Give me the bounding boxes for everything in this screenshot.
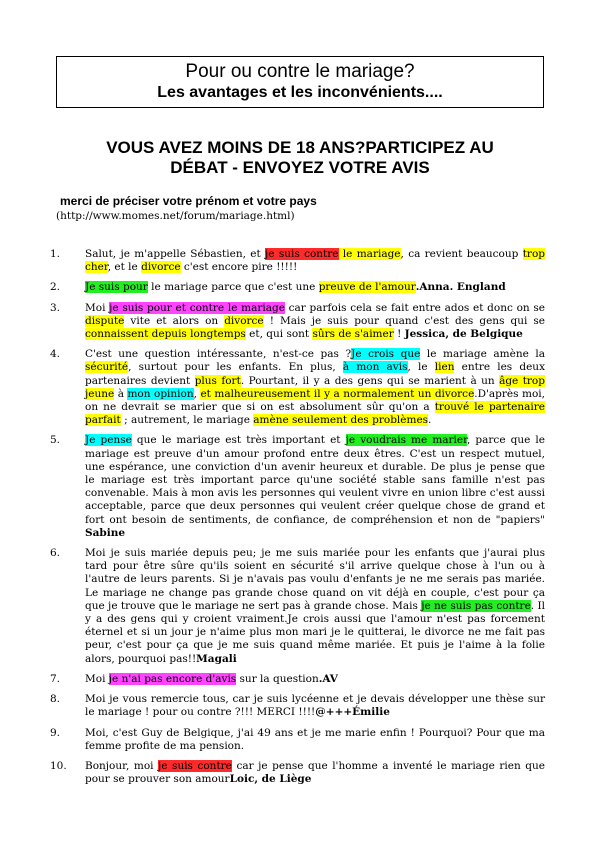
item-text	[85, 302, 545, 342]
author-signature: .Anna. England	[415, 281, 506, 294]
text-run: Salut, je m'appelle Sébastien, et	[85, 248, 266, 260]
highlight-magenta: je n'ai pas encore d'avis	[108, 672, 237, 685]
list-item	[40, 727, 545, 753]
forum-url: (http://www.momes.net/forum/mariage.html)	[56, 210, 295, 222]
title-box	[56, 56, 544, 108]
text-run: c'est encore pire !!!!!	[180, 261, 298, 274]
list-item	[40, 348, 545, 427]
author-signature: Jessica, de Belgique	[404, 328, 523, 341]
author-signature: @+++Émilie	[315, 706, 390, 719]
highlight-cyan: mon opinion	[127, 387, 194, 400]
text-run: et, qui sont	[245, 328, 313, 341]
page-subtitle: Les avantages et les inconvénients....	[157, 84, 443, 101]
text-run: , le	[407, 361, 435, 374]
item-text	[85, 281, 545, 294]
list-item	[40, 547, 545, 666]
list-item	[40, 248, 545, 274]
text-run: , parce que le mariage est preuve d'un amour profond entre deux êtres. C'est un respect mutuel, une espérance, une conviction d'un avenir heureux et durable. De plus je pense que le mariage est très important parce qu'une société stable sans famille n'est pas convenable. Mais à mon avis les personnes qui veulent vivre en union libre c'est aussi acceptable, parce que deux personnes qui veulent créer quelque chose de grand et fort ont besoin de sentiments, de confiance, de compréhension et non de "papiers"	[85, 434, 546, 526]
text-run: Bonjour, moi	[85, 759, 159, 772]
item-number: 8.	[50, 693, 61, 706]
highlight-yellow: divorce	[224, 314, 264, 327]
intro-text: merci de préciser votre prénom et votre pays	[60, 194, 317, 208]
text-run: ; autrement, le mariage	[120, 414, 254, 427]
item-text	[85, 248, 545, 274]
text-run: Moi je vous remercie tous, car je suis lycéenne et je devais développer une thèse sur le mariage ! pour ou contre ?!!! MERCI !!!!	[85, 693, 545, 719]
text-run: .D'après moi, on ne devrait se marier que si on est absolument sûr qu'on a	[85, 387, 545, 414]
text-run: . Il y a des gens qui y croient vraiment.Je crois aussi que l'amour n'est pas forcement éternel et si un jour je n'aime plus mon mari je le quitterai, le divorce ne me fait pas peur, c'est pour ça que je me suis quand même mariée. Et puis je l'aime à la folie alors, pourquoi pas!!	[85, 599, 545, 665]
headline-line-2: DÉBAT - ENVOYEZ VOTRE AVIS	[170, 158, 430, 177]
highlight-yellow: connaissent depuis longtemps	[85, 328, 246, 341]
highlight-cyan: Je pense	[85, 434, 132, 447]
highlight-yellow: divorce	[141, 261, 181, 274]
highlight-cyan: Je crois que	[351, 348, 421, 361]
highlight-yellow: sécurité	[85, 361, 129, 374]
text-run: , et le	[107, 261, 142, 274]
text-run: le mariage parce que c'est une	[147, 281, 319, 294]
item-text	[85, 727, 545, 753]
highlight-green: je ne suis pas contre	[421, 599, 531, 612]
opinion-list	[40, 248, 545, 793]
text-run: car je pense que l'homme a inventé le mariage rien que pour se prouver son amour	[85, 759, 545, 786]
highlight-yellow: dispute	[85, 314, 125, 327]
page-title: Pour ou contre le mariage?	[185, 61, 415, 82]
highlight-yellow: lien	[434, 361, 455, 374]
text-run: , ca revient beaucoup	[400, 248, 523, 260]
item-number: 2.	[50, 281, 61, 294]
item-text	[85, 547, 545, 666]
item-number: 3.	[50, 301, 61, 314]
list-item	[40, 302, 545, 342]
text-run: car parfois cela se fait entre ados et donc on se	[284, 301, 545, 314]
list-item	[40, 434, 545, 540]
highlight-green: je voudrais me marier	[345, 434, 467, 447]
highlight-yellow: trouvé le partenaire parfait	[85, 401, 545, 427]
highlight-green: Je suis pour	[85, 281, 148, 294]
list-item	[40, 673, 545, 686]
text-run: ,	[193, 387, 201, 400]
headline	[60, 138, 540, 178]
highlight-yellow: et malheureusement il y a normalement un divorce	[200, 387, 475, 400]
text-run: , surtout pour les enfants. En plus,	[128, 361, 343, 374]
item-text	[85, 693, 545, 719]
highlight-yellow: âge trop jeune	[85, 374, 545, 400]
item-number: 9.	[50, 726, 61, 739]
author-signature: Magali	[196, 652, 237, 665]
item-number: 4.	[50, 348, 61, 361]
item-text	[85, 434, 545, 540]
item-number: 1.	[50, 248, 61, 260]
highlight-magenta: je suis pour et contre le mariage	[109, 301, 285, 314]
item-number: 10.	[50, 759, 67, 772]
list-item	[40, 693, 545, 719]
text-run: Moi, c'est Guy de Belgique, j'ai 49 ans et je me marie enfin ! Pourquoi? Pour que ma femme profite de ma pension.	[85, 726, 545, 752]
highlight-yellow: amène seulement des problèmes	[253, 414, 429, 427]
text-run: Moi	[85, 301, 110, 314]
text-run: vite et alors on	[124, 314, 225, 327]
list-item	[40, 281, 545, 294]
list-item	[40, 760, 545, 786]
text-run: à	[114, 387, 128, 400]
highlight-yellow: trop cher	[85, 248, 545, 274]
item-number: 5.	[50, 434, 61, 447]
text-run: Moi	[85, 672, 109, 685]
text-run: .	[428, 414, 432, 427]
text-run: Moi je suis mariée depuis peu; je me suis mariée pour les enfants que j'aurai plus tard pour être sûre qu'ils soient en sécurité s'il arrive quelque chose à l'un ou à l'autre de leurs parents. Si je n'avais pas voulu d'enfants je ne me serais pas mariée. Le mariage ne change pas grande chose quand on vit déjà en couple, c'est pour ça que je trouve que le mariage ne sert pas à grande chose. Mais	[85, 547, 545, 612]
highlight-cyan: à mon avis	[342, 361, 408, 374]
highlight-red: je suis contre	[158, 759, 232, 772]
highlight-yellow: preuve de l'amour	[318, 281, 416, 294]
highlight-yellow: le mariage	[338, 248, 401, 260]
highlight-red: je suis contre	[265, 248, 339, 260]
text-run: sur la question	[236, 672, 319, 685]
author-signature: Loic, de Liège	[229, 773, 312, 786]
text-run: entre les deux partenaires devient	[85, 361, 545, 387]
headline-line-1: VOUS AVEZ MOINS DE 18 ANS?PARTICIPEZ AU	[106, 138, 494, 157]
item-text	[85, 673, 545, 686]
text-run: . Pourtant, il y a des gens qui se marient à un	[240, 374, 500, 387]
text-run: C'est une question intéressante, n'est-ce pas ?	[85, 348, 352, 361]
text-run: ! Mais je suis pour quand c'est des gens qui se	[263, 314, 545, 327]
highlight-yellow: sûrs de s'aimer	[312, 328, 394, 341]
item-text	[85, 760, 545, 786]
text-run: !	[393, 328, 405, 341]
item-text	[85, 348, 545, 427]
text-run: que le mariage est très important et	[131, 434, 346, 447]
author-signature: Sabine	[85, 526, 126, 539]
author-signature: .AV	[318, 672, 338, 685]
item-number: 7.	[50, 672, 61, 685]
highlight-yellow: plus fort	[194, 374, 241, 387]
text-run: le mariage amène la	[420, 348, 545, 361]
item-number: 6.	[50, 547, 61, 560]
